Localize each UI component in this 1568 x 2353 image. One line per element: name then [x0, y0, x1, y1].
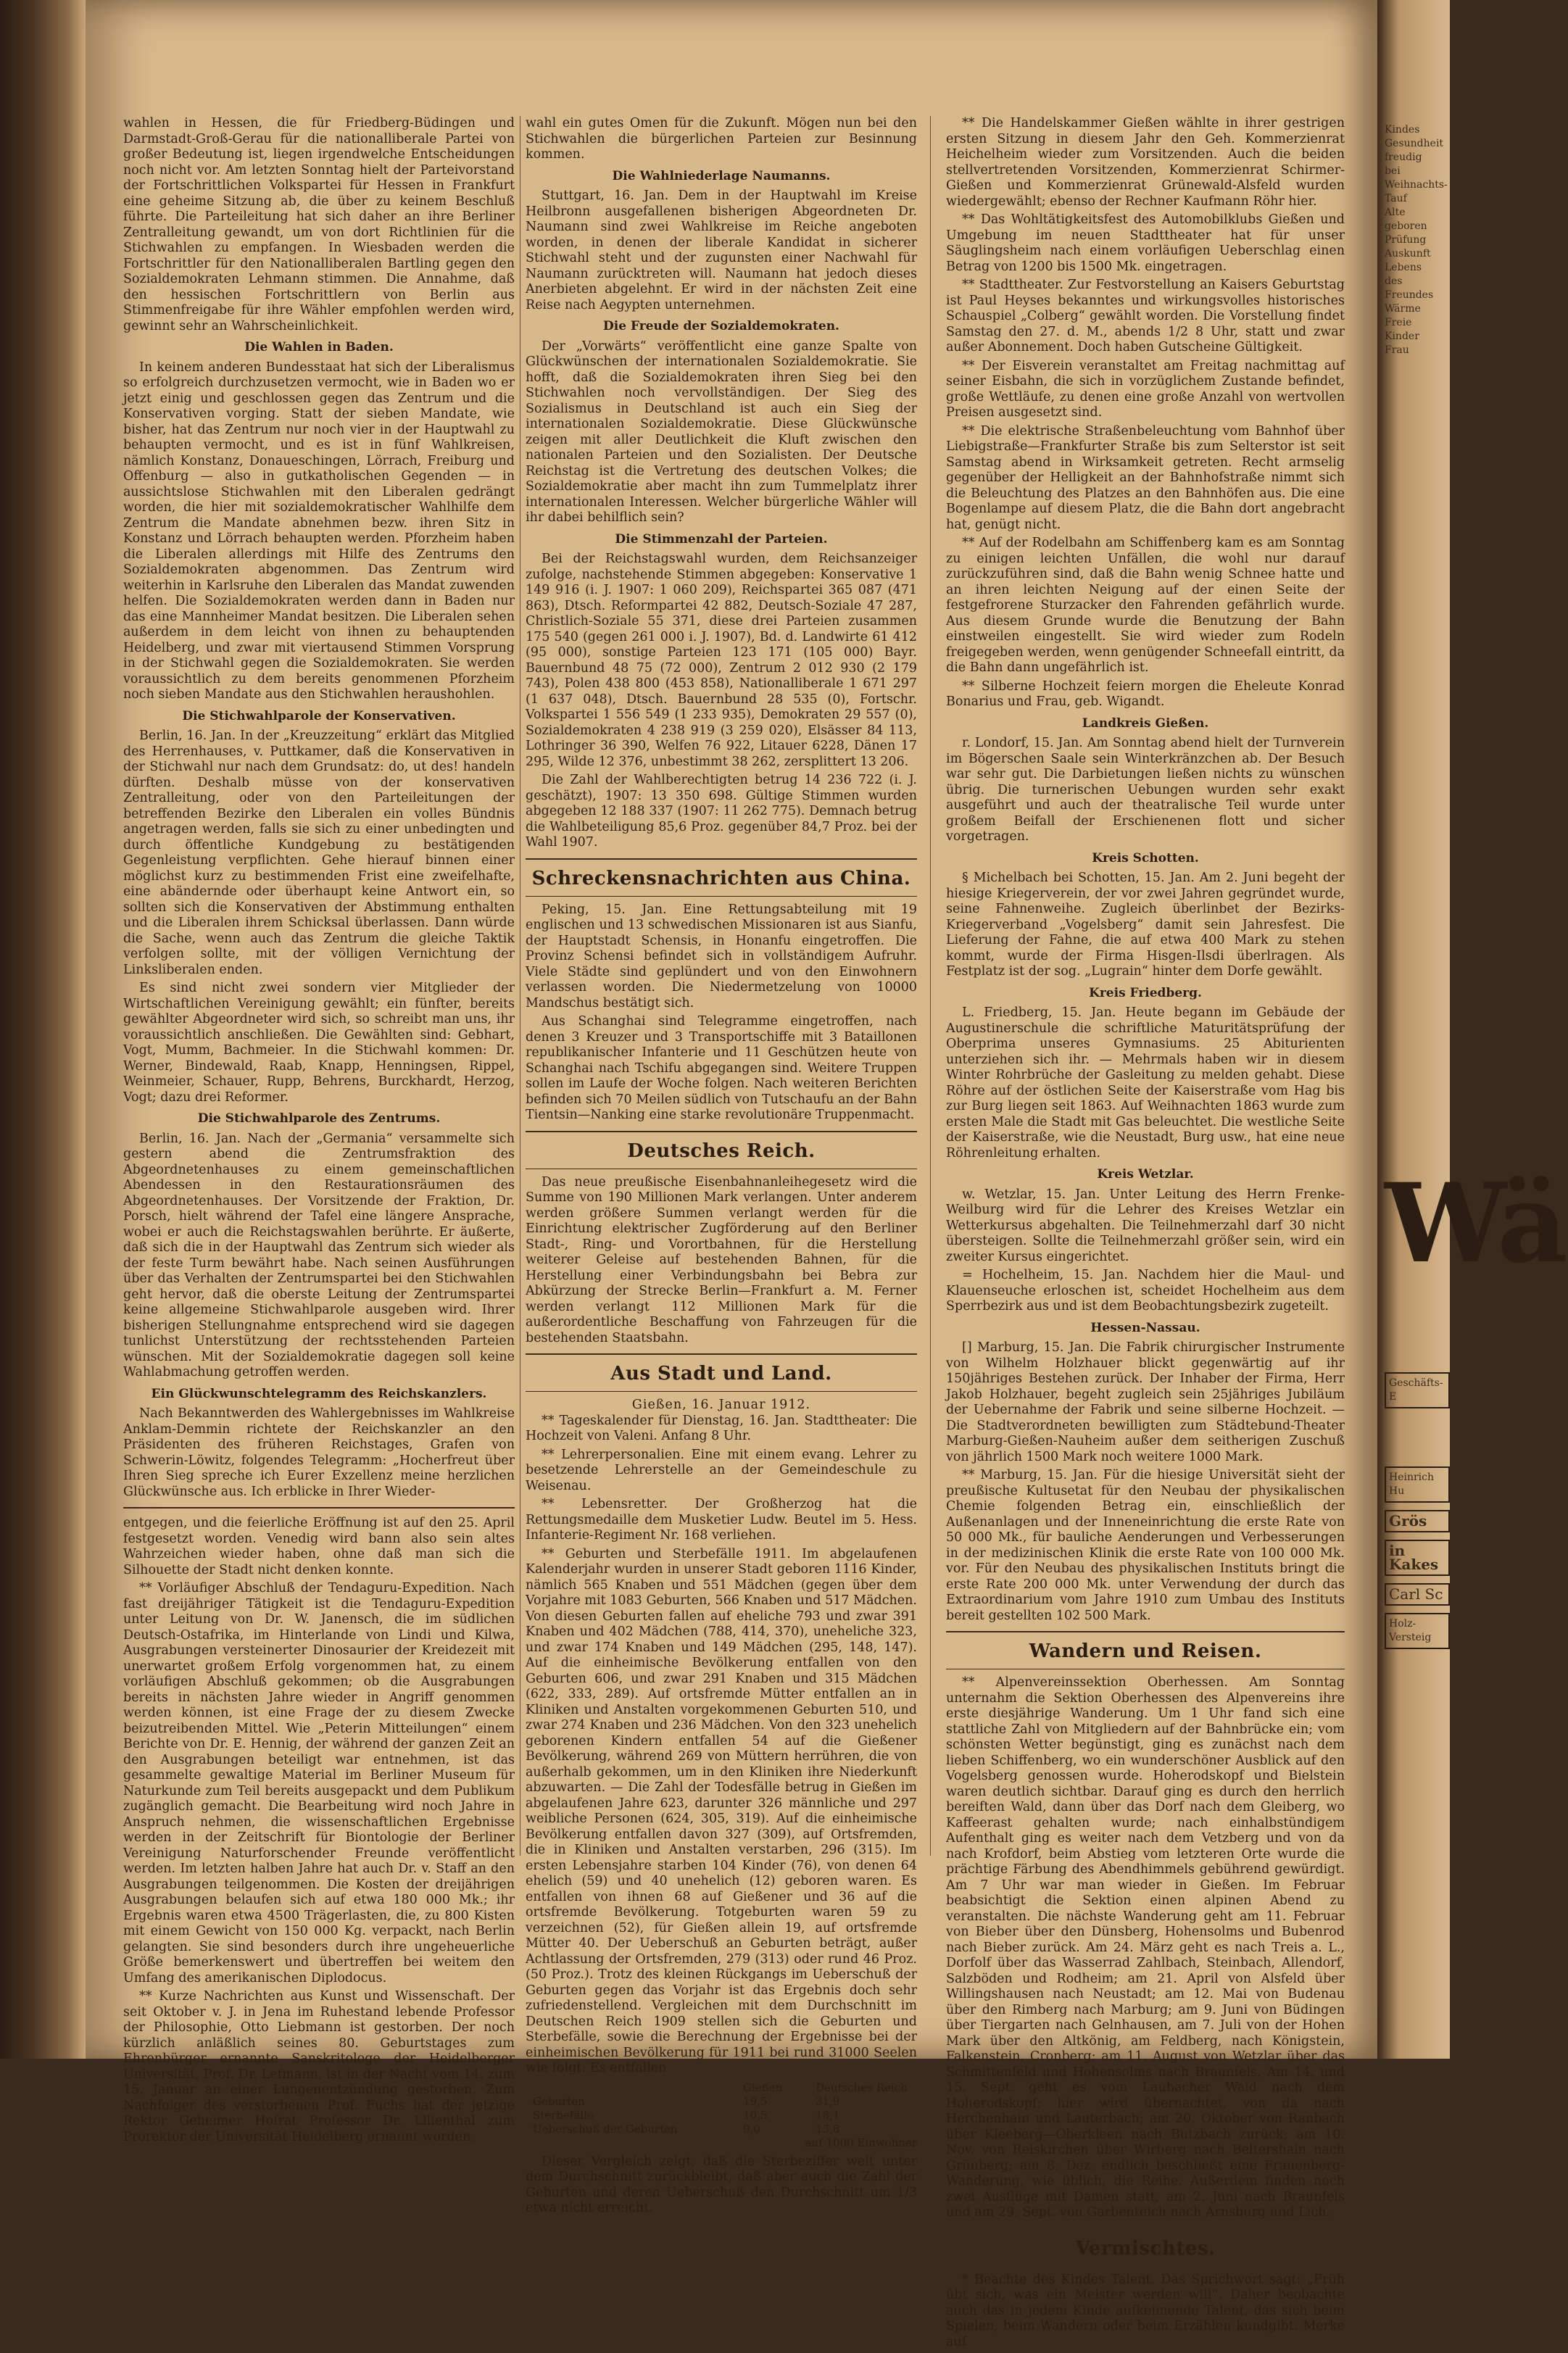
article-heading: Die Stimmenzahl der Parteien.: [615, 531, 828, 547]
article-heading: Kreis Schotten.: [1092, 850, 1199, 866]
table-row: [533, 2122, 917, 2136]
article-text: ** Die Handelskammer Gießen wählte in ihrer gestrigen ersten Sitzung in diesem Jahr den Geh. Kommerzienrat Heichelheim wieder zum Vorsitzenden. Auch die beiden stellvertretenden Vorsitzenden, Kommerzienrat Schirmer-Gießen und Kommerzienrat Grünewald-Alsfeld wurden wiedergewählt; ebenso der Rechner Kaufmann Röhr hier.: [946, 116, 1345, 209]
advertisement-fragment: Holz-Versteig: [1385, 1613, 1450, 1649]
table-cell: 13,8: [816, 2122, 840, 2136]
article-text: Es sind nicht zwei sondern vier Mitglieder der Wirtschaftlichen Vereinigung gewählt; ein fünfter, bereits gewählter Abgeordneter wird sich, so schreibt man uns, ihr voraussichtlich anschließen. Die Gewählten sind: Gebhart, Vogt, Mumm, Bachmeier. In die Stichwahl kommen: Dr. Werner, Bindewald, Raab, Knapp, Henningsen, Rippel, Weinmeier, Schauer, Rupp, Behrens, Burckhardt, Herzog, Vogt; dazu drei Reformer.: [123, 981, 515, 1105]
article-text: ** Geburten und Sterbefälle 1911. Im abgelaufenen Kalenderjahr wurden in unserer Stadt geboren 1116 Kinder, nämlich 565 Knaben und 551 Mädchen (gegen über dem Vorjahre mit 1083 Geburten, 566 Knaben und 517 Mädchen. Von diesen Geburten fallen auf eheliche 793 und zwar 391 Knaben und 402 Mädchen (788, 414, 370), uneheliche 323, und zwar 174 Knaben und 149 Mädchen (295, 148, 147). Auf die einheimische Bevölkerung entfallen von den Geburten 606, und zwar 291 Knaben und 315 Mädchen (622, 333, 289). Auf ortsfremde Mütter entfallen an in Kliniken und Anstalten vorgekommenen Geburten 510, und zwar 274 Knaben und 236 Mädchen. Von den 323 unehelich geborenen Kindern entfallen 54 auf die Gießener Bevölkerung, während 269 von Müttern herrühren, die von außerhalb gekommen, um in den Kliniken ihre Niederkunft abzuwarten. — Die Zahl der Todesfälle betrug in Gießen im abgelaufenen Jahre 623, darunter 326 männliche und 297 weibliche Personen (624, 305, 319). Auf die einheimische Bevölkerung entfallen davon 327 (309), auf Ortsfremden, die in Kliniken und Anstalten verstarben, 296 (315). Im ersten Lebensjahre starben 104 Kinder (76), von denen 64 ehelich (59) und 40 unehelich (12) geboren waren. Es entfallen von ihnen 68 auf Gießener und 36 auf die ortsfremde Bevölkerung. Totgeburten waren 59 zu verzeichnen (52), für Gießen allein 19, auf ortsfremde Mütter 40. Der Ueberschuß an Geburten beträgt, außer Achtlassung der Ortsfremden, 279 (313) oder rund 46 Proz. (50 Proz.). Trotz des kleinen Rückgangs im Ueberschuß der Geburten gegen das Vorjahr ist das Ergebnis doch sehr zufriedenstellend. Vergleichen mit dem Durchschnitt im Deutschen Reich 1909 stellen sich die Geburten und Sterbefälle, sowie die Berechnung der Ergebnisse bei der einheimischen Bevölkerung für 1911 bei rund 31000 Seelen wie folgt: Es entfallen: [526, 1546, 917, 2075]
article-text: Aus Schanghai sind Telegramme eingetroffen, nach denen 3 Kreuzer und 3 Transportschiffe mit 3 Bataillonen republikanischer Infanterie und 11 Geschützen heute von Schanghai nach Tschifu abgegangen sind. Weitere Truppen sollen im Laufe der Woche folgen. Nach weiteren Berichten befinden sich 70 Meilen südlich von Tutschaufu an der Bahn Tientsin—Nanking eine starke revolutionäre Truppenmacht.: [526, 1014, 917, 1122]
section-divider: [946, 1631, 1345, 1632]
edge-line: Freundes: [1385, 289, 1434, 301]
table-cell: 10,5: [743, 2108, 768, 2122]
edge-line: geboren: [1385, 220, 1427, 232]
article-text: ** Tageskalender für Dienstag, 16. Jan. Stadttheater: Die Hochzeit von Valeni. Anfang 8 Uhr.: [526, 1413, 917, 1443]
article-text: wahl ein gutes Omen für die Zukunft. Mögen nun bei den Stichwahlen die bürgerlichen Parteien zur Besinnung kommen.: [526, 116, 917, 162]
article-heading: Die Stichwahlparole der Konservativen.: [182, 708, 456, 723]
edge-line: Alte: [1385, 207, 1406, 218]
article-text: ** Kurze Nachrichten aus Kunst und Wissenschaft. Der seit Oktober v. J. in Jena im Ruhestand lebende Professor der Philosophie, Otto Liebmann ist gestorben. Der noch kürzlich anläßlich seines 80. Geburtstages zum Ehrenbürger ernannte Sanskritologe der Heidelberger Universität, Prof. Dr. Lefmann, ist in der Nacht vom 14. zum 15. Januar an einer Lungenentzündung gestorben. Zum Nachfolger des verstorbenen Prof. Fuchs hat der jetzige Rektor Geheimer Hofrat Professor Dr. Lilienthal zum Prorektor der Universität Heidelberg ernannt worden.: [123, 1989, 515, 2144]
article-text: entgegen, und die feierliche Eröffnung ist auf den 25. April festgesetzt worden. Venedig wird bann also sein altes Wahrzeichen wieder haben, ohne daß man sich die Silhouette der Stadt nicht denken konnte.: [123, 1516, 515, 1577]
advertisement-fragment: Geschäfts-E: [1385, 1372, 1450, 1408]
unit-note: auf 1000 Einwohner: [805, 2136, 917, 2149]
article-text: ** Marburg, 15. Jan. Für die hiesige Universität sieht der preußische Kultusetat für den Neubau der physikalischen Chemie folgenden Betrag ein, einschließlich der Außenanlagen und der Inneneinrichtung die erste Rate von 50 000 Mk., für bauliche Aenderungen und Verbesserungen in der medizinischen Klinik die erste Rate von 100 000 Mk. vor. Für den Neubau des physikalischen Instituts bringt die erste Rate 200 000 Mk. unter Verwendung der durch das Extraordinarium vom Jahre 1910 zum Umbau des Instituts bereit gestellten 102 500 Mark.: [946, 1468, 1345, 1623]
article-text: Nach Bekanntwerden des Wahlergebnisses im Wahlkreise Anklam-Demmin richtete der Reichskanzler an den Präsidenten des früheren Reichstages, Grafen von Schwerin-Löwitz, folgendes Telegramm: „Hocherfreut über Ihren Sieg spreche ich Eurer Exzellenz meine herzlichen Glückwünsche aus. Ich erblicke in Ihrer Wieder-: [123, 1406, 515, 1499]
article-text: Berlin, 16. Jan. In der „Kreuzzeitung“ erklärt das Mitglied des Herrenhauses, v. Puttkamer, daß die Konservativen in der Stichwahl nur nach dem Grundsatz: do, ut des! handeln dürften. Deshalb müsse von der konservativen Zentralleitung, oder von den Parteileitungen der betreffenden Bezirke den Liberalen ein volles Bündnis angetragen werden, falls sie sich zu einer unbedingten und durch öffentliche Kundgebung zu bestätigenden Gegenleistung verpflichten. Gehe hierauf binnen einer möglichst kurz zu bestimmenden Frist eine zweifelhafte, eine abändernde oder überhaupt keine Antwort ein, so sollten sich die Konservativen der Abstimmung enthalten und die Liberalen ihrem Schicksal überlassen. Dann würde die Sache, wenn auch das Zentrum die gleiche Taktik verfolgen sollte, mit der völligen Vernichtung der Linksliberalen enden.: [123, 729, 515, 977]
article-text: ** Auf der Rodelbahn am Schiffenberg kam es am Sonntag zu einigen leichten Unfällen, die wohl nur darauf zurückzuführen sind, daß die Bahn wenig Schnee hatte und an ihren leichten Neigung auf der einen Seite der festgefrorene Sturzacker den Fahrenden gefährlich wurde. Aus diesem Grunde wurde die Benutzung der Bahn einstweilen eingestellt. Sie wird wieder zum Rodeln freigegeben werden, wenn genügender Schneefall eintritt, da die Bahn dann ungefährlich ist.: [946, 536, 1345, 675]
edge-line: freudig: [1385, 152, 1422, 163]
article-text: [] Marburg, 15. Jan. Die Fabrik chirurgischer Instrumente von Wilhelm Holzhauer blickt gegenwärtig auf ihr 150jähriges Bestehen zurück. Der Inhaber der Firma, Herr Jakob Holzhauer, begeht zugleich sein 25jähriges Jubiläum der Uebernahme der Fabrik und seine silberne Hochzeit. — Die Stadtverordneten bewilligten zum Städtebund-Theater Marburg-Gießen-Nauheim außer dem seitherigen Zuschuß von jährlich 1500 Mark noch weitere 1000 Mark.: [946, 1340, 1345, 1464]
table-header: Deutsches Reich: [816, 2080, 908, 2094]
edge-line: Lebens: [1385, 262, 1422, 273]
section-divider: [946, 2266, 1345, 2267]
edge-line: Wärme: [1385, 303, 1421, 315]
article-text: Stuttgart, 16. Jan. Dem in der Hauptwahl im Kreise Heilbronn ausgefallenen bisherigen Abgeordneten Dr. Naumann sind zwei Wahlkreise im Reiche angeboten worden, in denen der liberale Kandidat in sicherer Stichwahl steht und der zugunsten einer Nachwahl für Naumann zurücktreten will. Naumann hat jedoch dieses Anerbieten abgelehnt. Er wird in der nächsten Zeit eine Reise nach Aegypten unternehmen.: [526, 188, 917, 312]
advertisement-fragment: Heinrich Hu: [1385, 1466, 1450, 1503]
article-text: § Michelbach bei Schotten, 15. Jan. Am 2. Juni begeht der hiesige Kriegerverein, der vor zwei Jahren gegründet wurde, seine Fahnenweihe. Zugleich überlinbet der Bezirks-Kriegerverband „Vogelsberg“ damit sein Jahresfest. Die Lieferung der Fahne, die auf etwa 400 Mark zu stehen kommt, wurde der Firma Hisgen-Ilsdi überlragen. Als Festplatz ist der sog. „Lugrain“ hinter dem Dorfe gewählt.: [946, 871, 1345, 979]
table-cell: Sterbefälle: [533, 2108, 594, 2122]
edge-line: des: [1385, 275, 1403, 287]
article-text: ** Alpenvereinssektion Oberhessen. Am Sonntag unternahm die Sektion Oberhessen des Alpenvereins ihre erste diesjährige Wanderung. Um 1 Uhr fand sich eine stattliche Zahl von Mitgliedern auf der Bahnbrücke ein; vom schönsten Wetter begünstigt, ging es zunächst nach dem lieben Schiffenberg, wo ein wunderschöner Ausblick auf den Vogelsberg genossen wurde. Hoherodskopf und Bielstein waren deutlich sichtbar. Darauf ging es durch den herrlich bereiften Wald, dann über das Dorf nach dem Gleiberg, wo Kaffeerast gehalten wurde; nach einhalbstündigem Aufenthalt ging es weiter nach dem Vetzberg und von da nach Krofdorf, beim Abstieg vom letzteren Orte wurde die prächtige Färbung des Abendhimmels gebührend gewürdigt. Am 7 Uhr war man wieder in Gießen. Im Februar beabsichtigt die Sektion einen alpinen Abend zu veranstalten. Die nächste Wanderung geht am 11. Februar von Bieber über den Dünsberg, Hohensolms und Bubenrod nach Bieber zurück. Am 24. März geht es nach Treis a. L., Dorfolf über das Wasserrad Zahlbach, Steinbach, Allendorf, Salzböden und Rodheim; am 21. April von Alsfeld über Willingshausen nach Neustadt; am 12. Mai von Budenau über den Rimberg nach Marburg; am 9. Juni von Büdingen über Tiergarten nach Gelnhausen, am 7. Juli von der Hohen Mark über den Altkönig, am Feldberg, nach Königstein, Falkenstein, Cronberg; am 11. August von Wetzlar über das Schmittenfeld und Hohensolms nach Braunfels. Am 14. und 15. Sept. geht es vom Laubacher Wald nach dem Hoherodskopf; hier wird übernachtet, von da nach Herchenhain und Lauterbach; am 20. Oktober von Ranbach über Kleeberg—Oberkleen nach Butzbach zurück; am 10. Nov. von Reiskirchen über Wirberg nach Beltershain nach Grünberg; am 8. Dez. endlich beschließt eine Frauenberg-Wanderung, wie üblich, die Reihe. Außerdem finden noch zwei Ausflüge mit Damen statt, am 2. Juni nach Braunfels und am 29. Sept. von Garbenteich nach Arnsburg und Lich.: [946, 1675, 1345, 2220]
article-text: L. Friedberg, 15. Jan. Heute begann im Gebäude der Augustinerschule die schriftliche Maturitätsprüfung der Oberprima unseres Gymnasiums. 25 Abiturienten unterziehen sich ihr. — Mehrmals haben wir in diesem Winter Rohrbrüche der Gasleitung zu melden gehabt. Diese Röhre auf der östlichen Seite der Kaiserstraße vom Hag bis zur Burg liegen seit 1863. Auf Weihnachten 1863 wurde zum ersten Male die Stadt mit Gas beleuchtet. Die westliche Seite der Kaiserstraße, wie die Neustadt, Burg usw., hat eine neue Röhrenleitung erhalten.: [946, 1005, 1345, 1161]
section-heading: Wandern und Reisen.: [1029, 1640, 1262, 1662]
article-text: Die Zahl der Wahlberechtigten betrug 14 236 722 (i. J. geschätzt), 1907: 13 350 698. Gültige Stimmen wurden abgegeben 12 188 337 (1907: 11 262 775). Demnach betrug die Wahlbeteiligung 85,6 Proz. gegenüber 84,7 Proz. bei der Wahl 1907.: [526, 773, 917, 850]
article-heading: Landkreis Gießen.: [1082, 715, 1209, 731]
edge-line: Freie: [1385, 317, 1412, 328]
article-heading: Kreis Wetzlar.: [1097, 1167, 1194, 1182]
section-heading: Aus Stadt und Land.: [610, 1363, 832, 1385]
section-divider: [946, 2228, 1345, 2230]
edge-line: Kinder: [1385, 331, 1419, 342]
table-cell: 19,5: [743, 2094, 768, 2108]
edge-line: Kindes: [1385, 124, 1420, 136]
article-text: ** Das Wohltätigkeitsfest des Automobilklubs Gießen und Umgebung im neuen Stadttheater hat für unser Säuglingsheim nach einem vorläufigen Ueberschlag einen Betrag von 1200 bis 1500 Mk. eingetragen.: [946, 212, 1345, 274]
table-cell: Ueberschuß der Geburten: [533, 2122, 678, 2136]
section-divider: [526, 1353, 917, 1355]
facing-page-edge: [1377, 0, 1568, 2059]
section-heading: Schreckensnachrichten aus China.: [531, 867, 911, 889]
article-text: Das neue preußische Eisenbahnanleihegesetz wird die Summe von 190 Millionen Mark verlangen. Unter anderem werden größere Summen verlangt werden für die Einrichtung elektrischer Zugförderung auf den Berliner Stadt-, Ring- und Vorortbahnen, für die Herstellung weiterer Geleise auf bestehenden Bahnen, für die Herstellung einer Verbindungsbahn bei Bebra zur Abkürzung der Strecke Berlin—Frankfurt a. M. Ferner werden verlangt 112 Millionen Mark für die außerordentliche Beschaffung von Fahrzeugen für die bestehenden Staatsbahn.: [526, 1174, 917, 1345]
table-cell: 18,1: [816, 2108, 840, 2122]
table-header: [533, 2081, 721, 2095]
article-text: Dieser Vergleich zeigt, daß die Sterbeziffer weit unter dem Durchschnitt zurückbleibt, daß aber auch die Zahl der Geburten und deren Ueberschuß den Durchschnitt um 1/3 etwa nicht erreicht.: [526, 2154, 917, 2215]
article-text: ** Die elektrische Straßenbeleuchtung vom Bahnhof über Liebigstraße—Frankfurter Straße bis zum Selterstor ist seit Samstag abend in Wirksamkeit getreten. Recht armselig gegenüber der Helligkeit an der Bahnhofstraße nimmt sich die Beleuchtung des Platzes an den Bahnhöfen aus. Die eine Bogenlampe auf diesem Platz, die die Bahn dort angebracht hat, genügt nicht.: [946, 423, 1345, 532]
edge-line: Frau: [1385, 344, 1409, 356]
advertisement-fragment: in Kakes: [1385, 1540, 1450, 1576]
section-heading: Deutsches Reich.: [627, 1140, 816, 1162]
article-heading: Die Wahlniederlage Naumanns.: [612, 168, 831, 183]
article-heading: Kreis Friedberg.: [1089, 985, 1202, 1000]
column-1: [123, 116, 515, 2148]
article-text: ** Stadttheater. Zur Festvorstellung an Kaisers Geburtstag ist Paul Heyses bekanntes und wirkungsvolles historisches Schauspiel „Colberg“ gewählt worden. Die Vorstellung findet Samstag den 27. d. M., abends 1/2 8 Uhr, statt und zwar außer Abonnement. Doch haben Gutscheine Gültigkeit.: [946, 278, 1345, 354]
table-row: [533, 2109, 917, 2122]
edge-text-fragments: [1385, 0, 1568, 1656]
article-text: ** Lehrerpersonalien. Eine mit einem evang. Lehrer zu besetzende Lehrerstelle an der Gemeindeschule zu Weisenau.: [526, 1447, 917, 1493]
book-spine: [0, 0, 86, 2059]
article-text: Peking, 15. Jan. Eine Rettungsabteilung mit 19 englischen und 13 schwedischen Missionaren ist aus Sianfu, der Hauptstadt Schensis, in Honanfu eingetroffen. Die Provinz Schensi befindet sich in vollständigem Aufruhr. Viele Städte sind geplündert und von den Einwohnern verlassen worden. Die Niedermetzelung von 10000 Mandschus bestätigt sich.: [526, 902, 917, 1010]
section-divider: [123, 1507, 515, 1509]
edge-line: Tauf: [1385, 193, 1407, 204]
edge-line: Gesundheit: [1385, 138, 1444, 149]
advertisement-large-letters: Wä: [1385, 1160, 1568, 1287]
column-rule: [930, 116, 931, 1856]
article-heading: Hessen-Nassau.: [1090, 1320, 1200, 1335]
table-header: Gießen: [743, 2080, 783, 2094]
article-heading: Die Wahlen in Baden.: [244, 340, 394, 354]
advertisement-fragment: Grös: [1385, 1510, 1450, 1532]
column-3: [946, 116, 1345, 2353]
article-heading: Ein Glückwunschtelegramm des Reichskanzlers.: [151, 1386, 487, 1401]
table-header-row: [533, 2081, 917, 2095]
article-text: Der „Vorwärts“ veröffentlicht eine ganze Spalte von Glückwünschen der internationalen Sozialdemokratie. Sie hofft, daß die Sozialdemokraten ihren Sieg bei den Stichwahlen noch vervollständigen. Der Sieg des Sozialismus in Deutschland ist auch ein Sieg der internationalen Sozialdemokratie. Diese Glückwünsche zeigen mit aller Deutlichkeit die Kluft zwischen den nationalen Parteien und den Sozialisten. Der Deutsche Reichstag ist die Vertretung des deutschen Volkes; die Sozialdemokratie aber macht ihn zum Tummelplatz ihrer internationalen Interessen. Welcher bürgerliche Wähler will ihr dabei behilflich sein?: [526, 339, 917, 525]
article-text: ** Lebensretter. Der Großherzog hat die Rettungsmedaille dem Musketier Ludw. Beutel im 5. Hess. Infanterie-Regiment Nr. 168 verliehen.: [526, 1497, 917, 1543]
article-text: ** Silberne Hochzeit feiern morgen die Eheleute Konrad Bonarius und Frau, geb. Wigandt.: [946, 678, 1345, 709]
section-divider: [526, 1131, 917, 1132]
article-text: In keinem anderen Bundesstaat hat sich der Liberalismus so erfolgreich durchzusetzen vermocht, wie in Baden wo er jetzt einig und geschlossen gegen das Zentrum und die Konservativen vorging. Statt der sieben Mandate, wie bisher, hat das Zentrum nur noch vier in der Hauptwahl zu behaupten vermocht, und es ist in fünf Wahlkreisen, nämlich Konstanz, Donaueschingen, Lörrach, Freiburg und Offenburg — also in gutkatholischen Gegenden — in aussichtslose Stichwahlen mit den Liberalen gedrängt worden, die hier mit sozialdemokratischer Wahlhilfe dem Zentrum die Mandate abnehmen bezw. ihren Sitz in Konstanz und Lörrach behaupten werden. Pforzheim haben die Liberalen allerdings mit Hilfe des Zentrums den Sozialdemokraten abgenommen. Das Zentrum wird weiterhin in Karlsruhe den Liberalen das Mandat zuwenden helfen. Die Sozialdemokraten werden dann in Baden nur das eine Mannheimer Mandat besitzen. Die Liberalen sehen außerdem in dem leicht von ihnen zu behauptenden Heidelberg, und zwar mit viertausend Stimmen Vorsprung in der Stichwahl gegen die Sozialdemokraten. Sie werden voraussichtlich zu dem bereits genommenen Pforzheim noch sieben Mandate aus den Stichwahlen heraushohlen.: [123, 360, 515, 702]
advertisement-fragment: Carl Sc: [1385, 1583, 1450, 1606]
section-divider: [526, 858, 917, 860]
article-text: w. Wetzlar, 15. Jan. Unter Leitung des Herrn Frenke-Weilburg wird für die Lehrer des Kreises Wetzlar ein Wetterkursus abgehalten. Die Teilnehmerzahl darf 30 nicht übersteigen. Sollte die Teilnehmerzahl größer sein, wird ein zweiter Kursus eingerichtet.: [946, 1187, 1345, 1264]
section-heading: Vermischtes.: [1075, 2237, 1216, 2259]
article-text: * Beachte des Kindes Talent. Das Sprichwort sagt: „Früh übt sich, was ein Meister werden will“. Daher beobachte auch das in jedem Kinde aufkeimende Talent, das sich beim Spielen, beim Wandern oder beim Erzählen kundgibt. Merke auf: [946, 2272, 1345, 2349]
article-text: r. Londorf, 15. Jan. Am Sonntag abend hielt der Turnverein im Bögerschen Saale sein Winterkränzchen ab. Der Besuch war sehr gut. Die Darbietungen ließen nichts zu wünschen übrig. Die turnerischen Uebungen wurden sehr exakt ausgeführt und auch der theatralische Teil wurde unter großem Beifall der Erschienenen flott und sicher vorgetragen.: [946, 736, 1345, 844]
section-divider: [526, 1391, 917, 1392]
table-cell: 9,0: [743, 2122, 760, 2136]
article-text: ** Der Eisverein veranstaltet am Freitag nachmittag auf seiner Eisbahn, die sich in vorzüglichem Zustande befindet, große Wettläufe, zu denen eine große Anzahl von wertvollen Preisen ausgesetzt sind.: [946, 358, 1345, 420]
table-unit: [533, 2136, 917, 2150]
edge-line: Auskunft: [1385, 248, 1431, 260]
article-text: Berlin, 16. Jan. Nach der „Germania“ versammelte sich gestern abend die Zentrumsfraktion des Abgeordnetenhauses zu einem gemeinschaftlichen Abendessen in den Restaurationsräumen des Abgeordnetenhauses. Der Vorsitzende der Fraktion, Dr. Porsch, hielt während der Tafel eine längere Ansprache, wobei er auch die Reichstagswahlen berührte. Er äußerte, daß sich die in der Hauptwahl das Zentrum sich wieder als der feste Turm bewährt habe. Nach seinen Ausführungen über das Verhalten der Zentrumspartei bei den Stichwahlen geht hervor, daß die oberste Leitung der Zentrumspartei keine allgemeine Stichwahlparole ausgeben wird. Ihrer bisherigen Stellungnahme entsprechend wird sie dagegen tunlichst Unterstützung der rechtsstehenden Parteien wünschen. Mit der Sozialdemokratie dagegen soll keine Wahlabmachung getroffen werden.: [123, 1131, 515, 1379]
column-2: [526, 116, 917, 2220]
dateline: Gießen, 16. Januar 1912.: [631, 1398, 811, 1412]
table-row: [533, 2095, 917, 2109]
edge-line: Prüfung: [1385, 234, 1427, 246]
edge-line: bei: [1385, 165, 1401, 177]
article-text: = Hochelheim, 15. Jan. Nachdem hier die Maul- und Klauenseuche erloschen ist, scheidet Hochelheim aus dem Sperrbezirk aus und ist dem Beobachtungsbezirk zugeteilt.: [946, 1268, 1345, 1314]
edge-line: Weihnachts-: [1385, 179, 1448, 191]
article-heading: Die Stichwahlparole des Zentrums.: [197, 1111, 441, 1126]
article-heading: Die Freude der Sozialdemokraten.: [603, 319, 839, 333]
table-cell: 31,9: [816, 2094, 840, 2108]
birth-death-table: [533, 2081, 917, 2150]
section-divider: [526, 896, 917, 897]
article-text: Bei der Reichstagswahl wurden, dem Reichsanzeiger zufolge, nachstehende Stimmen abgegeben: Konservative 1 149 916 (i. J. 1907: 1 060 209), Reichspartei 365 087 (471 863), Dtsch. Reformpartei 42 882, Deutsch-Soziale 47 287, Christlich-Soziale 55 371, diese drei Parteien zusammen 175 540 (gegen 261 000 i. J. 1907), Bd. d. Landwirte 61 412 (95 000), sonstige Parteien 123 171 (105 000) Bayr. Bauernbund 48 75 (72 000), Zentrum 2 012 930 (2 179 743), Polen 438 800 (453 858), Nationalliberale 1 671 297 (1 637 048), Dtsch. Bauernbund 28 535 (0), Fortschr. Volkspartei 1 556 549 (1 233 935), Demokraten 29 557 (0), Sozialdemokraten 4 238 919 (3 259 020), Elsässer 84 113, Lothringer 36 390, Welfen 76 922, Litauer 6228, Dänen 17 295, Wilde 12 376, unbestimmt 38 262, zersplittert 13 206.: [526, 552, 917, 769]
article-text: wahlen in Hessen, die für Friedberg-Büdingen und Darmstadt-Groß-Gerau für die nationalliberale Partei von großer Bedeutung ist, liegen irgendwelche Entscheidungen noch nicht vor. Am letzten Sonntag hielt der Parteivorstand der Fortschrittlichen Volkspartei für Hessen in Frankfurt eine geheime Sitzung ab, die über zu keinem Beschluß führte. Die Parteileitung hat sich daher an ihre Berliner Zentralleitung gewandt, um von dort Richtlinien für die Stichwahlen zu empfangen. In Wiesbaden werden die Fortschrittler für den Nationalliberalen Bartling gegen den Sozialdemokraten Lehmann stimmen. Die Annahme, daß den hessischen Fortschrittlern von Berlin aus Stimmenfreigabe für ihre Wähler empfohlen werden wird, gewinnt sehr an Wahrscheinlichkeit.: [123, 116, 515, 333]
article-text: ** Vorläufiger Abschluß der Tendaguru-Expedition. Nach fast dreijähriger Tätigkeit ist die Tendaguru-Expedition unter Leitung von Dr. W. Janensch, die im südlichen Deutsch-Ostafrika, im Hinterlande von Lindi und Kilwa, Ausgrabungen versteinerter Dinosaurier der Kreidezeit mit unerwartet großem Erfolg vorgenommen hat, zu einem vorläufigen Abschluß gekommen; ob die Ausgrabungen bereits in nächsten Jahre wieder in Angriff genommen werden können, ist eine Frage der zu diesem Zwecke beizutreibenden Mittel. Wie „Peterin Mitteilungen“ einem Berichte von Dr. E. Hennig, der während der ganzen Zeit an den Ausgrabungen beteiligt war entnehmen, ist das gesammelte gewaltige Material im Berliner Museum für Naturkunde zum Teil bereits ausgepackt und dem Publikum zugänglich gemacht. Die Bearbeitung wird noch Jahre in Anspruch nehmen, die wissenschaftlichen Ergebnisse werden in der Zeitschrift für Biontologie der Berliner Vereinigung Naturforschender Freunde veröffentlicht werden. Im letzten halben Jahre hat auch Dr. v. Staff an den Ausgrabungen teilgenommen. Die Kosten der dreijährigen Ausgrabungen belaufen sich auf etwa 180 000 Mk.; ihr Ergebnis waren etwa 4500 Trägerlasten, die, zu 800 Kisten mit einem Gewicht von 150 000 Kg. verpackt, nach Berlin gelangten. Sie sind besonders durch ihre ungeheuerliche Größe bemerkenswert und übertreffen bei weitem den Umfang des amerikanischen Diplodocus.: [123, 1581, 515, 1985]
table-cell: Geburten: [533, 2094, 585, 2108]
